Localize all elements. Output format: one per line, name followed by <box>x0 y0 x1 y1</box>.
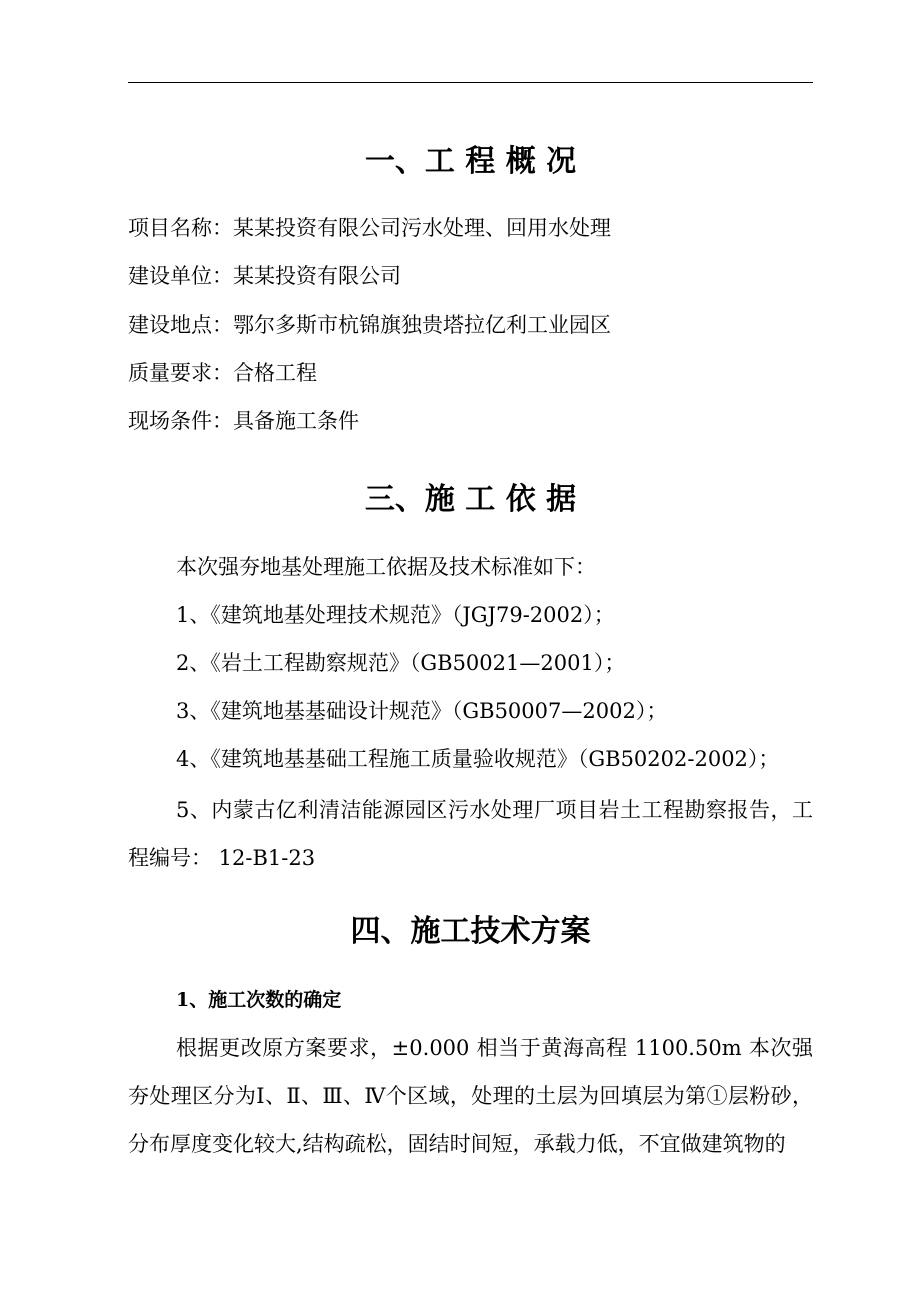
subsection-1-title: 1、施工次数的确定 <box>176 989 342 1011</box>
basis-item-5: 5、内蒙古亿利清洁能源园区污水处理厂项目岩土工程勘察报告，工程编号： 12-B1-23 <box>128 798 813 870</box>
basis-item-1: 1、《建筑地基处理技术规范》（JGJ79-2002）； <box>176 603 615 627</box>
construction-count-paragraph: 根据更改原方案要求，±0.000 相当于黄海高程 1100.50m 本次强夯处理区分为Ⅰ、Ⅱ、Ⅲ、Ⅳ个区域，处理的土层为回填层为第①层粉砂，分布厚度变化较大,结构疏松，固结时间短，承载力低，不宜做建筑物的 <box>128 1036 813 1156</box>
section-1-title: 一、工 程 概 况 <box>364 144 577 179</box>
header-rule <box>128 82 813 83</box>
basis-intro: 本次强夯地基处理施工依据及技术标准如下： <box>176 555 596 579</box>
quality-requirement-field: 质量要求：合格工程 <box>128 361 317 385</box>
project-name-field: 项目名称：某某投资有限公司污水处理、回用水处理 <box>128 216 611 240</box>
section-4-title: 四、施工技术方案 <box>350 914 591 949</box>
basis-item-4: 4、《建筑地基基础工程施工质量验收规范》（GB50202-2002）； <box>176 747 780 771</box>
basis-item-2: 2、《岩土工程勘察规范》（GB50021—2001）； <box>176 651 626 675</box>
construction-site-field: 建设地点：鄂尔多斯市杭锦旗独贵塔拉亿利工业园区 <box>128 313 611 337</box>
basis-item-3: 3、《建筑地基基础设计规范》（GB50007—2002）； <box>176 699 668 723</box>
site-condition-field: 现场条件：具备施工条件 <box>128 409 359 433</box>
section-3-title: 三、施 工 依 据 <box>364 482 577 517</box>
construction-unit-field: 建设单位：某某投资有限公司 <box>128 264 401 288</box>
